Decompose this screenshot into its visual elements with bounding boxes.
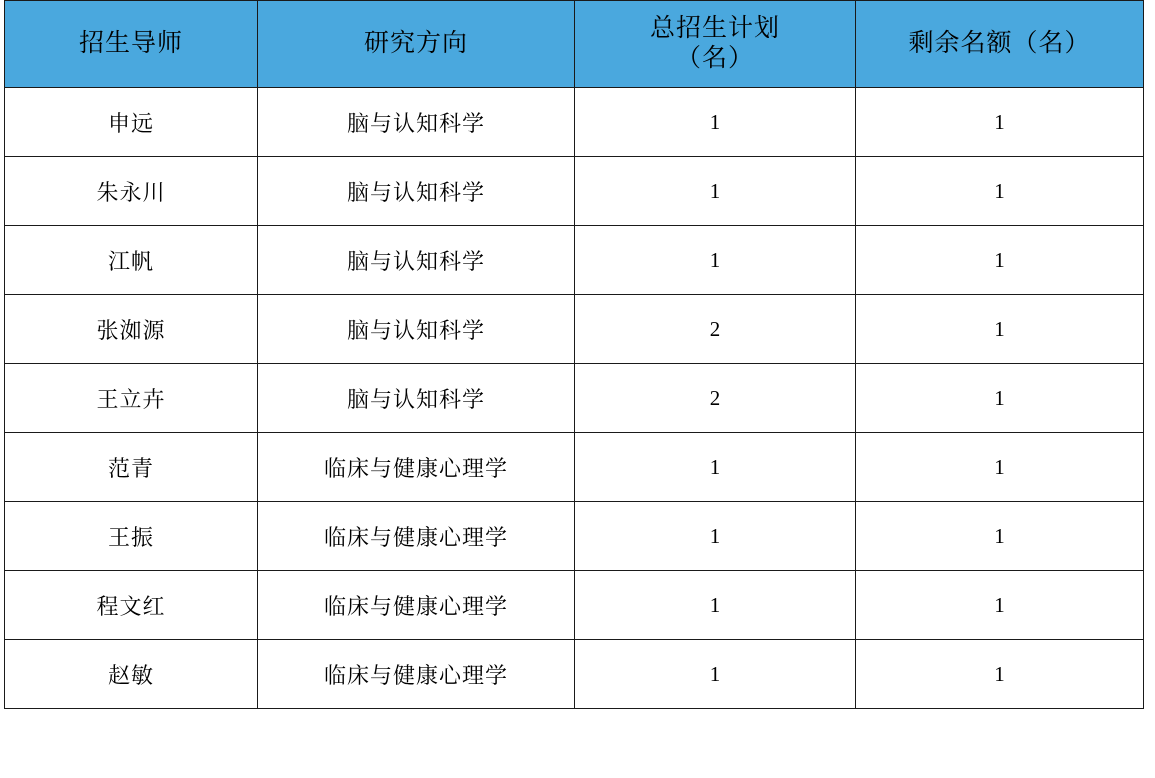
cell-total-plan: 1 [575,571,856,640]
column-header-remaining [856,1,1144,88]
column-header-total-plan-line1: 总招生计划 [649,14,780,42]
table-body [5,88,1144,709]
cell-remaining: 1 [856,295,1144,364]
column-header-remaining-line1: 剩余名额（名） [908,29,1091,57]
column-header-advisor [5,1,258,88]
column-header-direction [258,1,575,88]
cell-direction: 临床与健康心理学 [258,571,575,640]
cell-direction: 临床与健康心理学 [258,433,575,502]
cell-direction: 临床与健康心理学 [258,640,575,709]
cell-direction: 脑与认知科学 [258,226,575,295]
table-row [5,502,1144,571]
cell-total-plan: 2 [575,364,856,433]
table-row [5,640,1144,709]
cell-total-plan: 1 [575,502,856,571]
table-row [5,295,1144,364]
cell-direction: 临床与健康心理学 [258,502,575,571]
admissions-plan-table [4,0,1144,709]
cell-remaining: 1 [856,226,1144,295]
cell-remaining: 1 [856,433,1144,502]
table-row [5,88,1144,157]
cell-remaining: 1 [856,157,1144,226]
cell-advisor: 王振 [5,502,258,571]
cell-total-plan: 1 [575,88,856,157]
cell-direction: 脑与认知科学 [258,157,575,226]
cell-remaining: 1 [856,571,1144,640]
cell-direction: 脑与认知科学 [258,364,575,433]
cell-total-plan: 2 [575,295,856,364]
cell-advisor: 程文红 [5,571,258,640]
table-row [5,226,1144,295]
cell-total-plan: 1 [575,226,856,295]
column-header-total-plan-line2: （名） [675,45,754,72]
column-header-total-plan [575,1,856,88]
cell-remaining: 1 [856,640,1144,709]
cell-remaining: 1 [856,364,1144,433]
table-row [5,157,1144,226]
column-header-advisor-line1: 招生导师 [78,29,183,57]
table-header [5,1,1144,88]
table-row [5,571,1144,640]
cell-total-plan: 1 [575,640,856,709]
cell-advisor: 范青 [5,433,258,502]
cell-direction: 脑与认知科学 [258,88,575,157]
cell-advisor: 张洳源 [5,295,258,364]
cell-remaining: 1 [856,502,1144,571]
cell-advisor: 赵敏 [5,640,258,709]
column-header-direction-line1: 研究方向 [363,29,468,57]
cell-advisor: 申远 [5,88,258,157]
cell-total-plan: 1 [575,433,856,502]
table-row [5,364,1144,433]
cell-direction: 脑与认知科学 [258,295,575,364]
cell-advisor: 朱永川 [5,157,258,226]
table-header-row [5,1,1144,88]
cell-advisor: 王立卉 [5,364,258,433]
cell-advisor: 江帆 [5,226,258,295]
cell-total-plan: 1 [575,157,856,226]
cell-remaining: 1 [856,88,1144,157]
table-row [5,433,1144,502]
